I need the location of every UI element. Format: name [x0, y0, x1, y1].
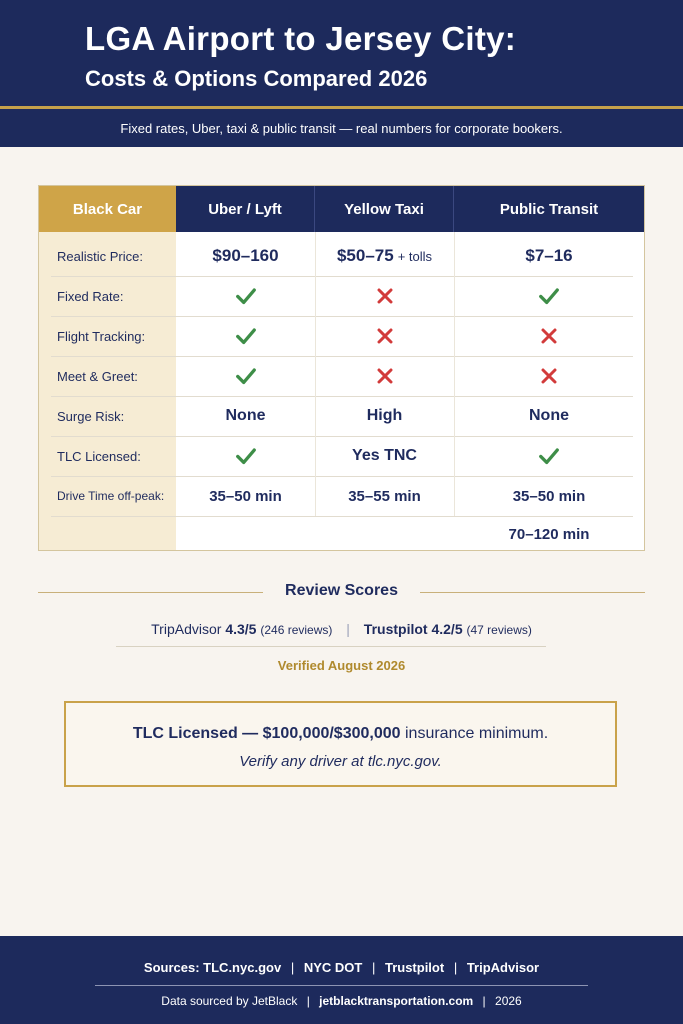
sources-separator: |	[371, 960, 376, 975]
cell-yellow-taxi	[315, 436, 454, 476]
check-icon	[235, 325, 257, 347]
tripadvisor-review-count: (246 reviews)	[260, 623, 333, 637]
cell-uber-lyft	[176, 396, 315, 436]
credit-text: Data sourced by JetBlack	[161, 994, 298, 1008]
cross-icon	[540, 367, 558, 385]
column-divider	[454, 232, 455, 516]
source-tripadvisor: TripAdvisor	[466, 960, 540, 975]
source-nyc-dot: NYC DOT	[303, 960, 363, 975]
cell-yellow-taxi	[315, 396, 454, 436]
tlc-insurance-amount: TLC Licensed — $100,000/$300,000	[132, 725, 401, 742]
row-divider	[51, 516, 633, 517]
check-icon	[235, 285, 257, 307]
cell-uber-lyft	[176, 436, 315, 476]
check-icon	[235, 365, 257, 387]
cell-public-transit	[454, 276, 644, 316]
header-black-car: Black Car	[39, 186, 176, 232]
trustpilot-score: 4.2/5	[431, 621, 463, 637]
comparison-table	[38, 185, 645, 551]
cell-value: $90–160	[212, 246, 279, 265]
tlc-notice-line1	[66, 725, 615, 743]
check-icon	[235, 445, 257, 467]
header-public-transit: Public Transit	[454, 186, 644, 232]
row-label: Realistic Price:	[57, 248, 143, 264]
row-label: Surge Risk:	[57, 408, 125, 424]
credit-separator: |	[482, 994, 486, 1008]
credit-line	[0, 994, 683, 1008]
transit-peak-drive-time: 70–120 min	[508, 525, 590, 543]
page-subtitle: Costs & Options Compared 2026	[85, 66, 428, 91]
row-label: Fixed Rate:	[57, 288, 124, 304]
cell-value: High	[366, 407, 403, 424]
credit-separator: |	[306, 994, 310, 1008]
tlc-verify-text: Verify any driver at tlc.nyc.gov.	[239, 753, 442, 770]
cell-value: None	[225, 407, 266, 424]
table-header	[39, 186, 644, 232]
tripadvisor-score: 4.3/5	[225, 621, 257, 637]
check-icon	[538, 445, 560, 467]
tlc-notice-box	[64, 701, 617, 787]
tagline-bar	[0, 109, 683, 147]
cell-uber-lyft	[176, 236, 315, 276]
cell-value: 35–50 min	[209, 487, 282, 505]
check-icon	[538, 285, 560, 307]
sources-label: Sources:	[143, 960, 200, 975]
column-divider	[315, 232, 316, 516]
header-banner	[0, 0, 683, 106]
row-label: Meet & Greet:	[57, 368, 138, 384]
trustpilot-review-count: (47 reviews)	[466, 623, 532, 637]
cross-icon	[376, 367, 394, 385]
cell-yellow-taxi	[315, 316, 454, 356]
cell-value: $50–75	[336, 246, 394, 265]
header-yellow-taxi: Yellow Taxi	[315, 186, 454, 232]
cell-public-transit	[454, 396, 644, 436]
table-row	[39, 276, 644, 316]
cross-icon	[376, 327, 394, 345]
review-scores-heading: Review Scores	[0, 582, 683, 600]
cell-suffix: + tolls	[397, 248, 433, 264]
cell-public-transit	[454, 236, 644, 276]
table-row	[39, 436, 644, 476]
row-label: Drive Time off-peak:	[57, 489, 165, 503]
row-label: Flight Tracking:	[57, 328, 146, 344]
sources-separator: |	[290, 960, 295, 975]
cell-uber-lyft	[176, 276, 315, 316]
cell-value: 35–50 min	[512, 487, 586, 505]
scores-divider	[116, 646, 546, 647]
table-row	[39, 356, 644, 396]
cross-icon	[540, 327, 558, 345]
cell-yellow-taxi	[315, 276, 454, 316]
cell-yellow-taxi	[315, 236, 454, 276]
source-tlc: TLC.nyc.gov	[203, 960, 282, 975]
tripadvisor-name: TripAdvisor	[151, 621, 222, 637]
cross-icon	[376, 287, 394, 305]
cell-uber-lyft	[176, 356, 315, 396]
cell-value: $7–16	[525, 246, 573, 265]
page-title: LGA Airport to Jersey City:	[85, 20, 517, 57]
source-trustpilot: Trustpilot	[384, 960, 445, 975]
cell-value: None	[529, 407, 569, 424]
cell-uber-lyft	[176, 476, 315, 516]
review-scores	[0, 621, 683, 637]
scores-separator: |	[346, 621, 350, 637]
footer-divider	[95, 985, 588, 986]
cell-public-transit	[454, 316, 644, 356]
credit-site-link[interactable]: jetblacktransportation.com	[319, 994, 474, 1008]
table-row	[39, 316, 644, 356]
cell-value: Yes TNC	[352, 447, 417, 464]
sources-line	[0, 960, 683, 975]
cell-public-transit	[454, 476, 644, 516]
trustpilot-name: Trustpilot	[363, 621, 428, 637]
cell-uber-lyft	[176, 316, 315, 356]
table-row	[39, 396, 644, 436]
row-label: TLC Licensed:	[57, 448, 141, 464]
cell-public-transit	[454, 436, 644, 476]
cell-yellow-taxi	[315, 356, 454, 396]
tagline: Fixed rates, Uber, taxi & public transit — real numbers for corporate bookers.	[120, 121, 563, 136]
cell-yellow-taxi	[315, 476, 454, 516]
header-uber-lyft: Uber / Lyft	[176, 186, 315, 232]
credit-year: 2026	[495, 994, 522, 1008]
footer	[0, 936, 683, 1024]
table-row	[39, 476, 644, 516]
sources-separator: |	[453, 960, 458, 975]
verified-date: Verified August 2026	[277, 658, 406, 673]
table-row	[39, 236, 644, 276]
cell-value: 35–55 min	[348, 487, 421, 505]
cell-public-transit	[454, 356, 644, 396]
tlc-insurance-text: insurance minimum.	[405, 725, 549, 742]
